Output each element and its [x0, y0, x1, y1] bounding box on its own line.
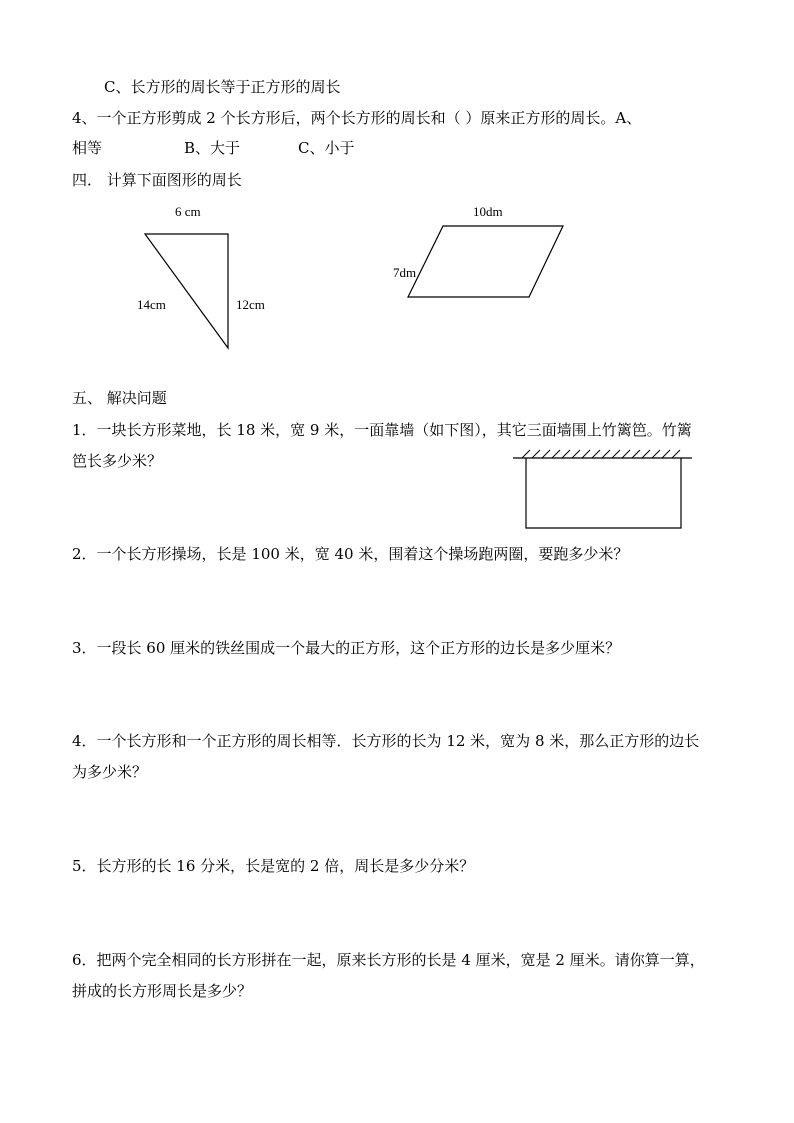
parallelogram-figure [408, 226, 563, 297]
triangle-right-label: 12cm [236, 297, 265, 312]
problem1-line1: 1．一块长方形菜地，长 18 米，宽 9 米，一面靠墙（如下图），其它三面墙围上竹篱笆。竹篱 [72, 421, 692, 439]
q4-option-a-cont: 相等 [72, 139, 103, 157]
parallelogram-left-label: 7dm [393, 265, 417, 280]
q4-option-c: C、小于 [298, 139, 355, 157]
problem6-line2: 拼成的长方形周长是多少？ [72, 982, 253, 1000]
problem1-line2: 笆长多少米？ [72, 452, 163, 470]
problem2: 2．一个长方形操场，长是 100 米，宽 40 米，围着这个操场跑两圈，要跑多少米？ [72, 545, 629, 563]
parallelogram-top-label: 10dm [473, 204, 503, 219]
triangle-left-label: 14cm [137, 297, 166, 312]
triangle-top-label: 6 cm [175, 204, 201, 219]
section5-heading: 五、 解决问题 [72, 389, 167, 407]
problem6-line1: 6．把两个完全相同的长方形拼在一起，原来长方形的长是 4 厘米，宽是 2 厘米。请你算一算， [72, 951, 705, 969]
q4-option-b: B、大于 [184, 139, 241, 157]
problem3: 3．一段长 60 厘米的铁丝围成一个最大的正方形，这个正方形的边长是多少厘米？ [72, 639, 621, 657]
problem4-line1: 4．一个长方形和一个正方形的周长相等．长方形的长为 12 米，宽为 8 米，那么正方形的边长 [72, 732, 700, 750]
triangle-figure [145, 234, 228, 348]
q3-option-c: C、长方形的周长等于正方形的周长 [104, 78, 341, 96]
plot-rectangle [526, 458, 681, 528]
q4-line1: 4、一个正方形剪成 2 个长方形后，两个长方形的周长和（ ）原来正方形的周长。A、 [72, 109, 642, 127]
problem4-line2: 为多少米？ [72, 763, 148, 781]
problem5: 5．长方形的长 16 分米，长是宽的 2 倍，周长是多少分米？ [72, 857, 475, 875]
wall-hatching [522, 450, 680, 458]
section4-heading: 四． 计算下面图形的周长 [72, 171, 242, 189]
